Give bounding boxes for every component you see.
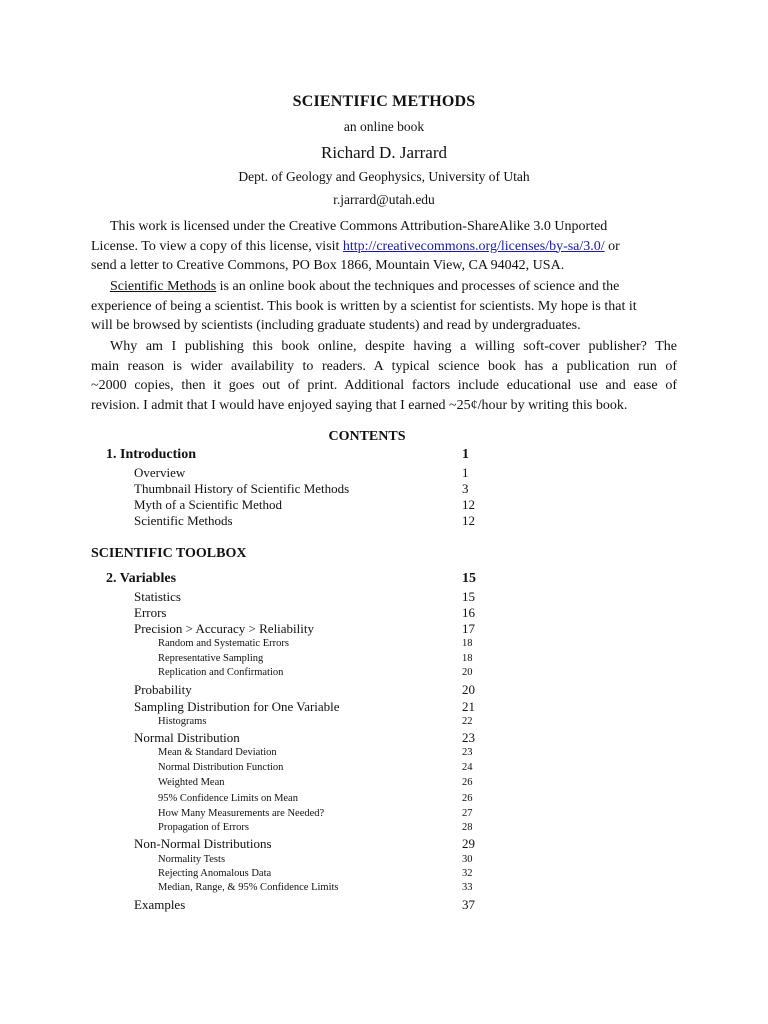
toc-page-number: 12	[462, 497, 475, 512]
toc-entry-label: How Many Measurements are Needed?	[158, 808, 325, 819]
license-link[interactable]: http://creativecommons.org/licenses/by-sa/3.0/	[342, 238, 605, 254]
toc-entry-label: 1. Introduction	[106, 447, 196, 462]
intro-line-1	[91, 277, 677, 297]
contents-heading: CONTENTS	[328, 429, 406, 444]
toc-entry-label: Rejecting Anomalous Data	[158, 868, 272, 879]
toc-subsection	[0, 638, 768, 654]
author-name: Richard D. Jarrard	[320, 143, 448, 162]
intro-paragraph	[91, 277, 677, 336]
toc-page-number: 17	[462, 621, 475, 636]
toc-page-number: 23	[462, 730, 475, 745]
toc-section	[0, 730, 768, 746]
book-title: SCIENTIFIC METHODS	[292, 93, 476, 110]
toc-entry-label: Normal Distribution	[134, 730, 240, 745]
license-line-2	[91, 237, 677, 257]
toc-entry-label: Non-Normal Distributions	[134, 836, 272, 851]
toc-subsection	[0, 762, 768, 778]
toc-page-number: 20	[462, 682, 475, 697]
toc-page-number: 32	[462, 868, 473, 879]
toc-section	[0, 836, 768, 852]
toc-page-number: 12	[462, 513, 475, 528]
toc-section	[0, 699, 768, 715]
toc-page-number: 28	[462, 822, 473, 833]
toc-chapter	[0, 447, 768, 463]
toc-page-number: 16	[462, 605, 475, 620]
toc-page-number: 18	[462, 653, 473, 664]
book-name-underlined: Scientific Methods	[110, 279, 217, 294]
toc-entry-label: Replication and Confirmation	[158, 667, 284, 678]
toc-section	[0, 497, 768, 513]
toc-entry-label: Median, Range, & 95% Confidence Limits	[158, 882, 339, 893]
toc-chapter	[0, 571, 768, 587]
toc-entry-label: Representative Sampling	[158, 653, 264, 664]
toolbox-heading: SCIENTIFIC TOOLBOX	[91, 546, 247, 561]
license-line-2-tail: or	[604, 238, 620, 254]
toc-page-number: 26	[462, 793, 473, 804]
intro-line-1-rest: is an online book about the techniques and processes of science and the	[216, 279, 620, 294]
toc-entry-label: Normal Distribution Function	[158, 762, 284, 773]
toc-subsection	[0, 777, 768, 793]
toc-page-number: 1	[462, 465, 469, 480]
toc-entry-label: Sampling Distribution for One Variable	[134, 699, 340, 714]
toc-page-number: 18	[462, 638, 473, 649]
why-paragraph	[91, 337, 677, 415]
why-line-3: ~2000 copies, then it goes out of print. Additional factors include educational use and ease of	[91, 378, 677, 393]
intro-line-3: will be browsed by scientists (including graduate students) and read by undergraduates.	[91, 318, 581, 333]
toc-page-number: 30	[462, 854, 473, 865]
toc-page-number: 21	[462, 699, 475, 714]
license-line-3: send a letter to Creative Commons, PO Box 1866, Mountain View, CA 94042, USA.	[91, 258, 565, 273]
toc-page-number: 26	[462, 777, 473, 788]
toc-section	[0, 682, 768, 698]
toc-page-number: 29	[462, 836, 475, 851]
toc-subsection	[0, 747, 768, 763]
license-line-1: This work is licensed under the Creative Commons Attribution-ShareAlike 3.0 Unported	[110, 219, 608, 234]
toc-entry-label: Random and Systematic Errors	[158, 638, 289, 649]
toc-subsection	[0, 882, 768, 898]
intro-line-2: experience of being a scientist. This book is written by a scientist for scientists. My hope is that it	[91, 298, 637, 314]
toc-page-number: 15	[462, 589, 475, 604]
toc-section	[0, 605, 768, 621]
why-line-2: main reason is wider availability to readers. A typical science book has a publication run of	[91, 358, 677, 374]
toc-entry-label: Normality Tests	[158, 854, 226, 865]
toc-entry-label: Histograms	[158, 716, 207, 727]
toc-entry-label: 95% Confidence Limits on Mean	[158, 793, 298, 804]
toc-entry-label: Propagation of Errors	[158, 822, 249, 833]
toc-entry-label: Overview	[134, 465, 186, 480]
toc-section	[0, 481, 768, 497]
toc-page-number: 24	[462, 762, 473, 773]
toc-page-number: 37	[462, 897, 475, 912]
author-email: r.jarrard@utah.edu	[333, 192, 435, 207]
toc-entry-label: Examples	[134, 897, 186, 912]
toc-entry-label: 2. Variables	[106, 571, 177, 586]
toc-section	[0, 621, 768, 637]
toc-entry-label: Myth of a Scientific Method	[134, 497, 283, 512]
toc-section	[0, 465, 768, 481]
toc-entry-label: Thumbnail History of Scientific Methods	[134, 481, 350, 496]
toc-entry-label: Precision > Accuracy > Reliability	[134, 621, 315, 636]
toc-entry-label: Statistics	[134, 589, 181, 604]
toc-page-number: 23	[462, 747, 473, 758]
why-line-1: Why am I publishing this book online, despite having a willing soft-cover publisher? The	[110, 339, 677, 354]
why-line-4: revision. I admit that I would have enjoyed saying that I earned ~25¢/hour by writing this book.	[91, 397, 628, 413]
toc-subsection	[0, 793, 768, 809]
toc-page-number: 3	[462, 481, 469, 496]
toc-page-number: 33	[462, 882, 473, 893]
toc-entry-label: Errors	[134, 605, 167, 620]
toc-entry-label: Weighted Mean	[158, 777, 225, 788]
license-line-2-text: License. To view a copy of this license, visit	[91, 238, 343, 254]
toc-entry-label: Mean & Standard Deviation	[158, 747, 277, 758]
toc-page-number: 20	[462, 667, 473, 678]
book-subtitle: an online book	[343, 119, 425, 134]
toc-section	[0, 897, 768, 913]
author-affiliation: Dept. of Geology and Geophysics, University of Utah	[238, 169, 530, 184]
toc-page-number: 22	[462, 716, 473, 727]
toc-entry-label: Scientific Methods	[134, 513, 233, 528]
toc-section	[0, 513, 768, 529]
toc-page-number: 15	[462, 571, 476, 586]
toc-page-number: 27	[462, 808, 473, 819]
toc-page-number: 1	[462, 447, 469, 462]
toc-entry-label: Probability	[134, 682, 192, 697]
toc-subsection	[0, 667, 768, 683]
license-paragraph	[91, 217, 677, 276]
toc-section	[0, 589, 768, 605]
